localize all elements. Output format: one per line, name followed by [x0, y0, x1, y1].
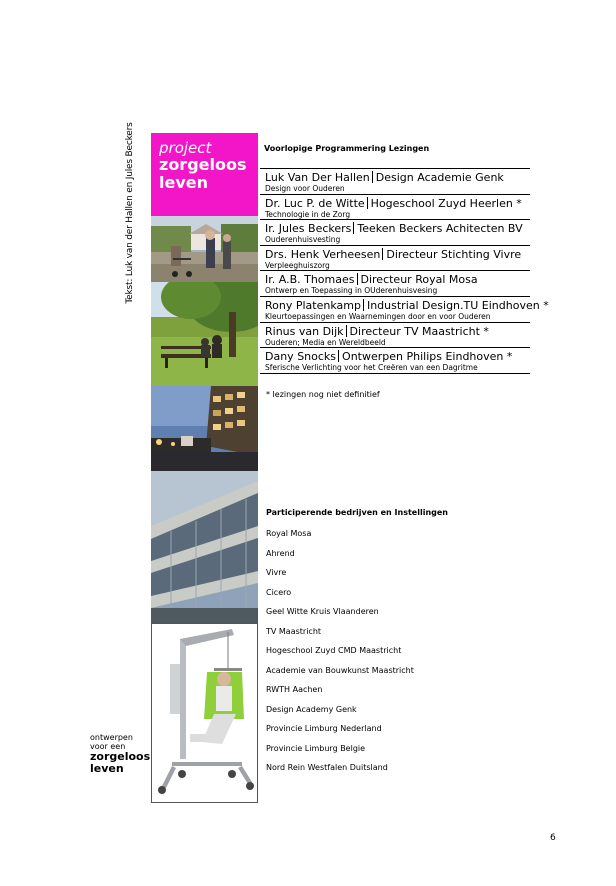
lecture-speaker-line	[265, 325, 489, 338]
lecture-row	[260, 348, 530, 374]
lecture-organisation: Teeken Beckers Achitecten BV	[357, 222, 523, 236]
author-credit-text: Tekst: Luk van der Hallen en Jules Beckers	[125, 121, 135, 304]
lecture-speaker-line	[265, 299, 549, 312]
lecture-organisation: Directeur Royal Mosa	[360, 273, 478, 287]
image-strip	[151, 133, 258, 803]
lecture-topic: Design voor Ouderen	[265, 184, 345, 193]
lecture-speaker-line	[265, 222, 523, 235]
lecture-row	[260, 297, 549, 323]
lecture-speaker: Ir. Jules Beckers	[265, 222, 352, 236]
lecture-speaker: Ir. A.B. Thomaes	[265, 273, 355, 287]
lecture-speaker: Luk Van Der Hallen	[265, 171, 370, 184]
partner-item: Geel Witte Kruis Vlaanderen	[266, 607, 379, 616]
lecture-organisation: Directeur Stichting Vivre	[386, 247, 522, 261]
partner-item: Ahrend	[266, 548, 295, 558]
partner-item: RWTH Aachen	[266, 685, 323, 694]
project-mark	[90, 733, 150, 775]
lecture-speaker-line	[265, 248, 521, 261]
lecture-speaker: Dany Snocks	[265, 350, 337, 364]
lecture-separator	[338, 350, 339, 362]
photo-park-bench	[151, 282, 258, 386]
lecture-speaker-line	[265, 171, 504, 184]
lecture-organisation: Design Academie Genk	[375, 171, 504, 184]
lecture-speaker: Rony Platenkamp	[265, 299, 361, 312]
project-logo	[151, 133, 258, 216]
partner-item: TV Maastricht	[266, 626, 322, 636]
lecture-organisation: Hogeschool Zuyd Heerlen *	[370, 196, 522, 210]
partners-heading: Participerende bedrijven en Instellingen	[266, 508, 448, 517]
lecture-speaker: Dr. Luc P. de Witte	[265, 196, 365, 210]
lecture-topic: Verpleeghuiszorg	[265, 260, 330, 270]
lecture-organisation: Directeur TV Maastricht *	[349, 324, 489, 338]
partner-item: Provincie Limburg Nederland	[266, 724, 382, 733]
logo-line-1: project	[159, 139, 212, 157]
lecture-separator	[346, 325, 347, 337]
lecture-row	[260, 195, 530, 221]
lecture-row	[260, 169, 530, 195]
lecture-separator	[357, 273, 358, 285]
page-number: 6	[550, 833, 556, 843]
lectures-heading: Voorlopige Programmering Lezingen	[264, 144, 430, 153]
partner-item: Vivre	[266, 568, 287, 577]
lecture-speaker-line	[265, 273, 478, 286]
lecture-separator	[367, 197, 368, 209]
lecture-topic: Kleurtoepassingen en Waarnemingen door en voor Ouderen	[265, 312, 491, 321]
lecture-organisation: Ontwerpen Philips Eindhoven *	[342, 350, 513, 364]
photo-building-dusk	[151, 386, 258, 471]
partner-item: Cicero	[266, 587, 292, 597]
partner-item: Academie van Bouwkunst Maastricht	[266, 665, 414, 675]
photo-elderly-walking	[151, 216, 258, 282]
photo-facade-balconies	[151, 471, 258, 623]
photo-patient-lift	[151, 623, 258, 803]
lecture-separator	[363, 299, 364, 311]
lecture-row	[260, 271, 530, 297]
lecture-row	[260, 246, 530, 272]
lecture-organisation: Industrial Design.TU Eindhoven *	[366, 299, 549, 312]
lecture-separator	[382, 248, 383, 260]
lecture-topic: Ouderen; Media en Wereldbeeld	[265, 337, 386, 347]
author-credit	[120, 121, 140, 304]
lecture-row	[260, 220, 530, 246]
partner-item: Hogeschool Zuyd CMD Maastricht	[266, 646, 402, 655]
lecture-separator	[353, 222, 354, 234]
lecture-topic: Ouderenhuisvesting	[265, 235, 341, 245]
lecture-separator	[372, 171, 373, 183]
partner-item: Nord Rein Westfalen Duitsland	[266, 763, 388, 772]
partner-item: Royal Mosa	[266, 529, 312, 538]
lecture-speaker: Drs. Henk Verheesen	[265, 247, 381, 261]
lecture-topic: Technologie in de Zorg	[265, 209, 351, 219]
mark-line-2: voor een	[90, 742, 126, 751]
lecture-topic: Sferische Verlichting voor het Creëren van een Dagritme	[265, 363, 478, 373]
lecture-topic: Ontwerp en Toepassing in OUderenhuisvesing	[265, 286, 438, 296]
partner-item: Provincie Limburg Belgie	[266, 743, 366, 753]
logo-line-2: zorgeloos	[159, 155, 247, 174]
mark-line-3: zorgeloos	[90, 750, 151, 763]
logo-line-3: leven	[159, 173, 209, 192]
mark-line-1: ontwerpen	[90, 733, 133, 742]
lecture-speaker-line	[265, 350, 512, 363]
partner-item: Design Academy Genk	[266, 704, 357, 714]
mark-line-4: leven	[90, 762, 124, 775]
lecture-row	[260, 323, 530, 349]
lecture-speaker: Rinus van Dijk	[265, 324, 344, 338]
lecture-speaker-line	[265, 197, 522, 210]
lectures-footnote: * lezingen nog niet definitief	[266, 390, 380, 399]
